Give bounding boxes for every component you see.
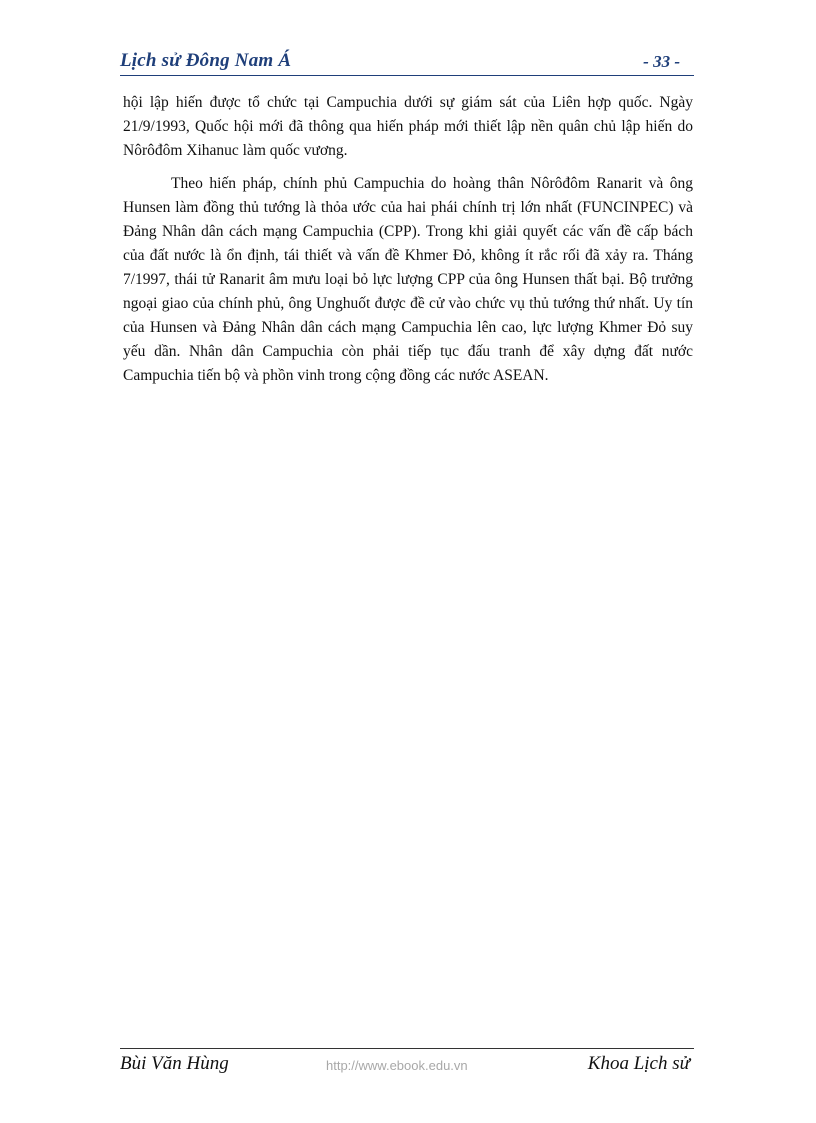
- body-paragraph-2: Theo hiến pháp, chính phủ Campuchia do hoàng thân Nôrôđôm Ranarit và ông Hunsen làm đồng thủ tướng là thỏa ước của hai phái chính trị lớn nhất (FUNCINPEC) và Đảng Nhân dân cách mạng Campuchia (CPP). Trong khi giải quyết các vấn đề cấp bách của đất nước là ổn định, tái thiết và vấn đề Khmer Đỏ, không ít rắc rối đã xảy ra. Tháng 7/1997, thái tử Ranarit âm mưu loại bỏ lực lượng CPP của ông Hunsen thất bại. Bộ trưởng ngoại giao của chính phủ, ông Unghuốt được đề cử vào chức vụ thủ tướng thứ nhất. Uy tín của Hunsen và Đảng Nhân dân cách mạng Campuchia lên cao, lực lượng Khmer Đỏ suy yếu dần. Nhân dân Campuchia còn phải tiếp tục đấu tranh để xây dựng đất nước Campuchia tiến bộ và phồn vinh trong cộng đồng các nước ASEAN.: [123, 175, 693, 384]
- body-paragraph-1: hội lập hiến được tổ chức tại Campuchia dưới sự giám sát của Liên hợp quốc. Ngày 21/9/1993, Quốc hội mới đã thông qua hiến pháp mới thiết lập nền quân chủ lập hiến do Nôrôđôm Xihanuc làm quốc vương.: [123, 94, 693, 159]
- footer-department: Khoa Lịch sử: [587, 1053, 690, 1074]
- header-divider: [120, 75, 694, 76]
- page-body: [123, 91, 693, 397]
- footer-author: Bùi Văn Hùng: [120, 1053, 229, 1074]
- footer-divider: [120, 1048, 694, 1049]
- footer-url[interactable]: http://www.ebook.edu.vn: [326, 1058, 468, 1073]
- header-title: Lịch sử Đông Nam Á: [120, 50, 292, 71]
- page-number: - 33 -: [643, 52, 680, 71]
- page-header: [120, 50, 694, 76]
